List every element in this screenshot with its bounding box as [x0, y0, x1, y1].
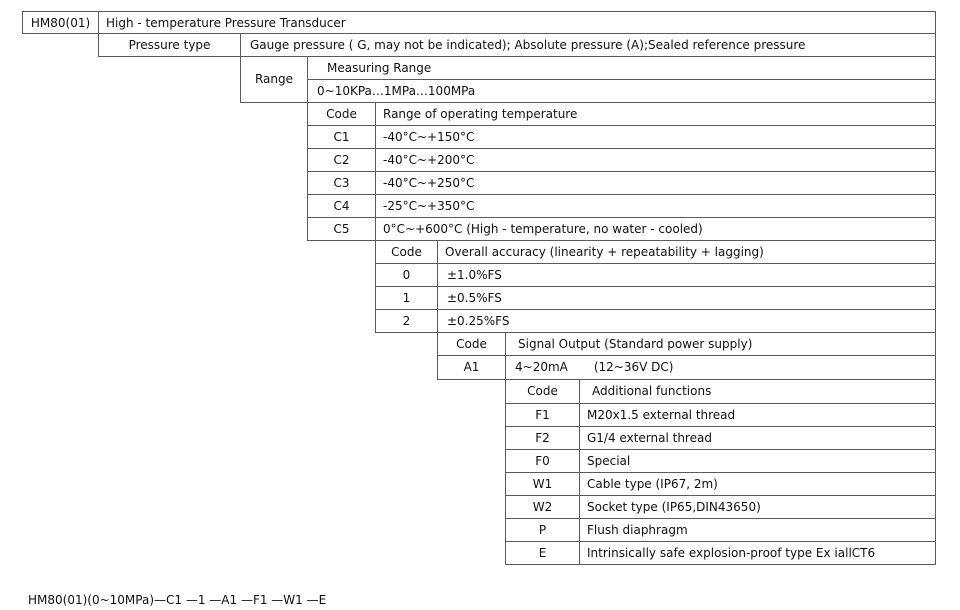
signal-voltage: (12~36V DC)	[593, 360, 674, 374]
function-code: W1	[505, 472, 580, 496]
ordering-example: HM80(01)(0~10MPa)—C1 —1 —A1 —F1 —W1 —E	[28, 593, 327, 607]
function-code: F1	[505, 403, 580, 427]
temperature-title: Range of operating temperature	[375, 102, 936, 126]
measuring-range-header: Measuring Range	[307, 56, 936, 80]
function-value: Intrinsically safe explosion-proof type Ex iallCT6	[579, 541, 936, 565]
function-value: Cable type (IP67, 2m)	[579, 472, 936, 496]
accuracy-value: ±1.0%FS	[437, 263, 936, 287]
function-value: Special	[579, 449, 936, 473]
accuracy-code: 1	[375, 286, 438, 310]
function-code: W2	[505, 495, 580, 519]
functions-code-header: Code	[505, 379, 580, 404]
accuracy-value: ±0.5%FS	[437, 286, 936, 310]
signal-title: Signal Output (Standard power supply)	[505, 332, 936, 356]
signal-code: A1	[437, 355, 506, 380]
function-value: G1/4 external thread	[579, 426, 936, 450]
functions-title: Additional functions	[579, 379, 936, 404]
model-code: HM80(01)	[22, 11, 99, 34]
function-value: M20x1.5 external thread	[579, 403, 936, 427]
function-code: P	[505, 518, 580, 542]
temperature-code: C1	[307, 125, 376, 149]
temperature-value: -40°C~+150°C	[375, 125, 936, 149]
temperature-code: C5	[307, 217, 376, 241]
signal-value-cell	[505, 355, 936, 380]
accuracy-value: ±0.25%FS	[437, 309, 936, 333]
signal-code-header: Code	[437, 332, 506, 356]
function-code: E	[505, 541, 580, 565]
pressure-type-value: Gauge pressure ( G, may not be indicated); Absolute pressure (A);Sealed reference pressure	[240, 33, 936, 57]
temperature-value: -40°C~+250°C	[375, 171, 936, 195]
accuracy-code: 0	[375, 263, 438, 287]
accuracy-title: Overall accuracy (linearity + repeatability + lagging)	[437, 240, 936, 264]
model-name: High - temperature Pressure Transducer	[98, 11, 936, 34]
function-value: Socket type (IP65,DIN43650)	[579, 495, 936, 519]
signal-value: 4~20mA	[515, 360, 568, 374]
temperature-value: 0°C~+600°C (High - temperature, no water - cooled)	[375, 217, 936, 241]
temperature-code: C3	[307, 171, 376, 195]
accuracy-code: 2	[375, 309, 438, 333]
range-label: Range	[240, 56, 308, 103]
temperature-code: C2	[307, 148, 376, 172]
temperature-value: -25°C~+350°C	[375, 194, 936, 218]
function-value: Flush diaphragm	[579, 518, 936, 542]
temperature-code: C4	[307, 194, 376, 218]
function-code: F2	[505, 426, 580, 450]
measuring-range-value: 0~10KPa…1MPa…100MPa	[307, 79, 936, 103]
temperature-value: -40°C~+200°C	[375, 148, 936, 172]
function-code: F0	[505, 449, 580, 473]
temperature-code-header: Code	[307, 102, 376, 126]
pressure-type-label: Pressure type	[98, 33, 241, 57]
accuracy-code-header: Code	[375, 240, 438, 264]
